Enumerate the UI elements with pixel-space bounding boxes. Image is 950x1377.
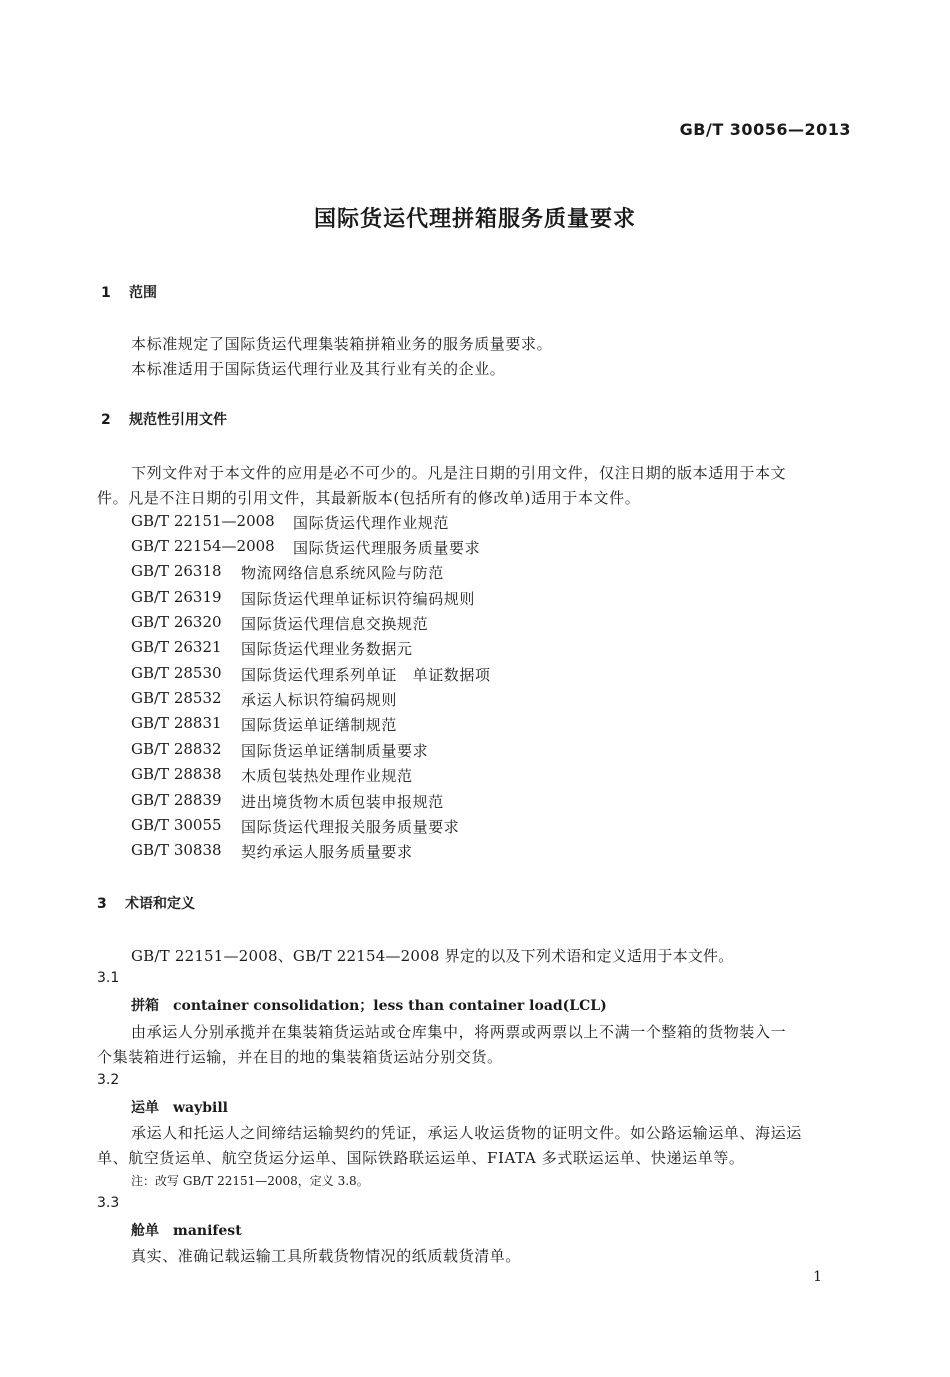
reference-title: 进出境货物木质包装申报规范 bbox=[241, 793, 444, 811]
section-1-heading bbox=[101, 282, 157, 302]
section-2-heading bbox=[101, 409, 227, 429]
term-number: 3.1 bbox=[97, 970, 120, 986]
reference-title: 承运人标识符编码规则 bbox=[241, 691, 398, 709]
term-definition-line: 真实、准确记载运输工具所载货物情况的纸质载货清单。 bbox=[131, 1247, 522, 1265]
reference-code: GB/T 26318 bbox=[131, 562, 222, 580]
reference-item bbox=[131, 740, 429, 760]
section-title: 范围 bbox=[129, 285, 157, 301]
reference-code: GB/T 22154—2008 bbox=[131, 537, 275, 555]
reference-code: GB/T 28832 bbox=[131, 740, 222, 758]
reference-item bbox=[131, 537, 481, 557]
reference-title: 木质包装热处理作业规范 bbox=[241, 767, 413, 785]
reference-code: GB/T 30055 bbox=[131, 816, 222, 834]
reference-title: 国际货运代理信息交换规范 bbox=[241, 615, 429, 633]
section-2-intro-line: 件。凡是不注日期的引用文件，其最新版本(包括所有的修改单)适用于本文件。 bbox=[97, 489, 641, 507]
reference-code: GB/T 28532 bbox=[131, 689, 222, 707]
page-number: 1 bbox=[813, 1269, 822, 1285]
term-number: 3.3 bbox=[97, 1195, 120, 1211]
reference-item bbox=[131, 613, 429, 633]
section-title: 术语和定义 bbox=[125, 896, 195, 912]
term-definition-line: 由承运人分别承揽并在集装箱货运站或仓库集中，将两票或两票以上不满一个整箱的货物装入一 bbox=[131, 1023, 787, 1041]
term-zh: 舱单 bbox=[131, 1223, 159, 1239]
section-number: 2 bbox=[101, 412, 111, 428]
term-heading bbox=[131, 1097, 228, 1117]
section-3-intro: GB/T 22151—2008、GB/T 22154—2008 界定的以及下列术语和定义适用于本文件。 bbox=[131, 947, 734, 965]
reference-title: 国际货运代理报关服务质量要求 bbox=[241, 818, 460, 836]
term-definition-line: 个集装箱进行运输，并在目的地的集装箱货运站分别交货。 bbox=[97, 1048, 503, 1066]
reference-title: 国际货运代理单证标识符编码规则 bbox=[241, 590, 476, 608]
term-definition-line: 单、航空货运单、航空货运分运单、国际铁路联运运单、FIATA 多式联运运单、快递运单等。 bbox=[97, 1149, 745, 1167]
reference-item bbox=[131, 638, 413, 658]
term-zh: 拼箱 bbox=[131, 998, 159, 1014]
standard-code: GB/T 30056—2013 bbox=[679, 120, 851, 139]
reference-item bbox=[131, 765, 413, 785]
term-note: 注：改写 GB/T 22151—2008，定义 3.8。 bbox=[131, 1174, 369, 1188]
reference-item bbox=[131, 512, 450, 532]
section-number: 3 bbox=[97, 896, 107, 912]
reference-title: 契约承运人服务质量要求 bbox=[241, 843, 413, 861]
term-en: container consolidation；less than container load(LCL) bbox=[173, 998, 607, 1014]
reference-code: GB/T 22151—2008 bbox=[131, 512, 275, 530]
reference-title: 国际货运代理业务数据元 bbox=[241, 640, 413, 658]
section-2-intro-line: 下列文件对于本文件的应用是必不可少的。凡是注日期的引用文件，仅注日期的版本适用于本文 bbox=[131, 464, 787, 482]
term-en: manifest bbox=[173, 1223, 242, 1239]
reference-item bbox=[131, 562, 444, 582]
reference-title: 国际货运单证缮制质量要求 bbox=[241, 742, 429, 760]
term-en: waybill bbox=[173, 1100, 229, 1116]
reference-title: 国际货运代理作业规范 bbox=[293, 514, 450, 532]
term-heading bbox=[131, 995, 607, 1015]
reference-item bbox=[131, 664, 491, 684]
section-1-paragraph: 本标准规定了国际货运代理集装箱拼箱业务的服务质量要求。 bbox=[131, 335, 553, 353]
document-title: 国际货运代理拼箱服务质量要求 bbox=[313, 207, 636, 232]
term-number: 3.2 bbox=[97, 1072, 120, 1088]
term-definition-line: 承运人和托运人之间缔结运输契约的凭证，承运人收运货物的证明文件。如公路运输运单、海运运 bbox=[131, 1124, 802, 1142]
reference-code: GB/T 28831 bbox=[131, 714, 222, 732]
reference-item bbox=[131, 588, 476, 608]
reference-title: 物流网络信息系统风险与防范 bbox=[241, 564, 444, 582]
section-1-paragraph: 本标准适用于国际货运代理行业及其行业有关的企业。 bbox=[131, 360, 506, 378]
section-title: 规范性引用文件 bbox=[129, 412, 227, 428]
term-zh: 运单 bbox=[131, 1100, 159, 1116]
reference-item bbox=[131, 816, 460, 836]
reference-title: 国际货运单证缮制规范 bbox=[241, 716, 398, 734]
reference-title: 国际货运代理系列单证 单证数据项 bbox=[241, 666, 491, 684]
reference-code: GB/T 26319 bbox=[131, 588, 222, 606]
reference-code: GB/T 28839 bbox=[131, 791, 222, 809]
reference-item bbox=[131, 714, 398, 734]
reference-code: GB/T 26321 bbox=[131, 638, 222, 656]
reference-code: GB/T 30838 bbox=[131, 841, 222, 859]
reference-code: GB/T 26320 bbox=[131, 613, 222, 631]
section-3-heading bbox=[97, 893, 195, 913]
reference-item bbox=[131, 791, 444, 811]
reference-title: 国际货运代理服务质量要求 bbox=[293, 539, 481, 557]
reference-code: GB/T 28838 bbox=[131, 765, 222, 783]
reference-code: GB/T 28530 bbox=[131, 664, 222, 682]
term-heading bbox=[131, 1220, 242, 1240]
reference-item bbox=[131, 689, 398, 709]
reference-item bbox=[131, 841, 413, 861]
section-number: 1 bbox=[101, 285, 111, 301]
